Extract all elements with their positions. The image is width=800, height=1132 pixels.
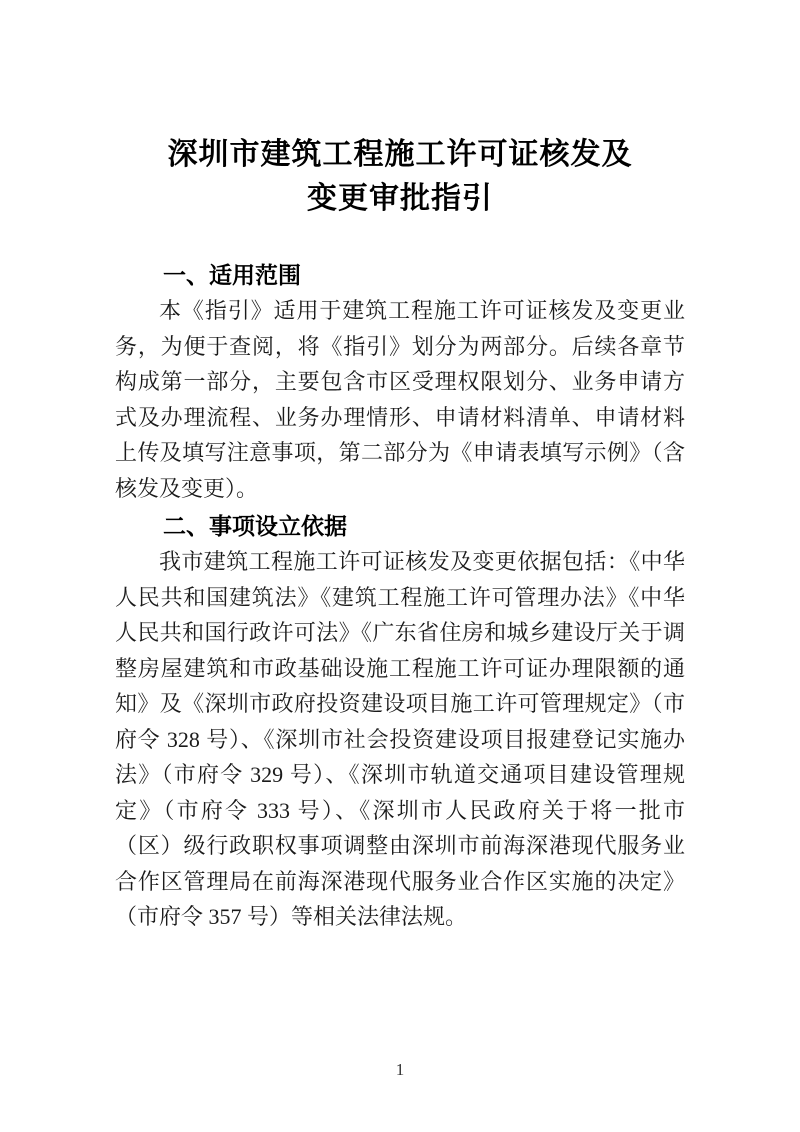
document-title-line-2: 变更审批指引: [307, 182, 493, 215]
section-heading-applicable-scope: 一、适用范围: [163, 262, 301, 288]
page-number: 1: [395, 1060, 405, 1079]
paragraph-applicable-scope: 本《指引》适用于建筑工程施工许可证核发及变更业务，为便于查阅，将《指引》划分为两部分。后续各章节构成第一部分，主要包含市区受理权限划分、业务申请方式及办理流程、业务办理情形、申请材料清单、申请材料上传及填写注意事项，第二部分为《申请表填写示例》（含核发及变更）。: [115, 298, 685, 501]
document-title: [115, 133, 685, 221]
paragraph-establishment-basis: 我市建筑工程施工许可证核发及变更依据包括：《中华人民共和国建筑法》《建筑工程施工许可管理办法》《中华人民共和国行政许可法》《广东省住房和城乡建设厅关于调整房屋建筑和市政基础设施工程施工许可证办理限额的通知》及《深圳市政府投资建设项目施工许可管理规定》（市府令 328 号）、《深圳市社会投资建设项目报建登记实施办法》（市府令 329 号）、《深圳市轨道交通项目建设管理规定》（市府令 333 号）、《深圳市人民政府关于将一批市（区）级行政职权事项调整由深圳市前海深港现代服务业合作区管理局在前海深港现代服务业合作区实施的决定》（市府令 357 号）等相关法律法规。: [115, 549, 685, 929]
document-content: [115, 133, 685, 935]
section-heading-establishment-basis: 二、事项设立依据: [163, 513, 347, 539]
document-title-line-1: 深圳市建筑工程施工许可证核发及: [167, 138, 633, 171]
